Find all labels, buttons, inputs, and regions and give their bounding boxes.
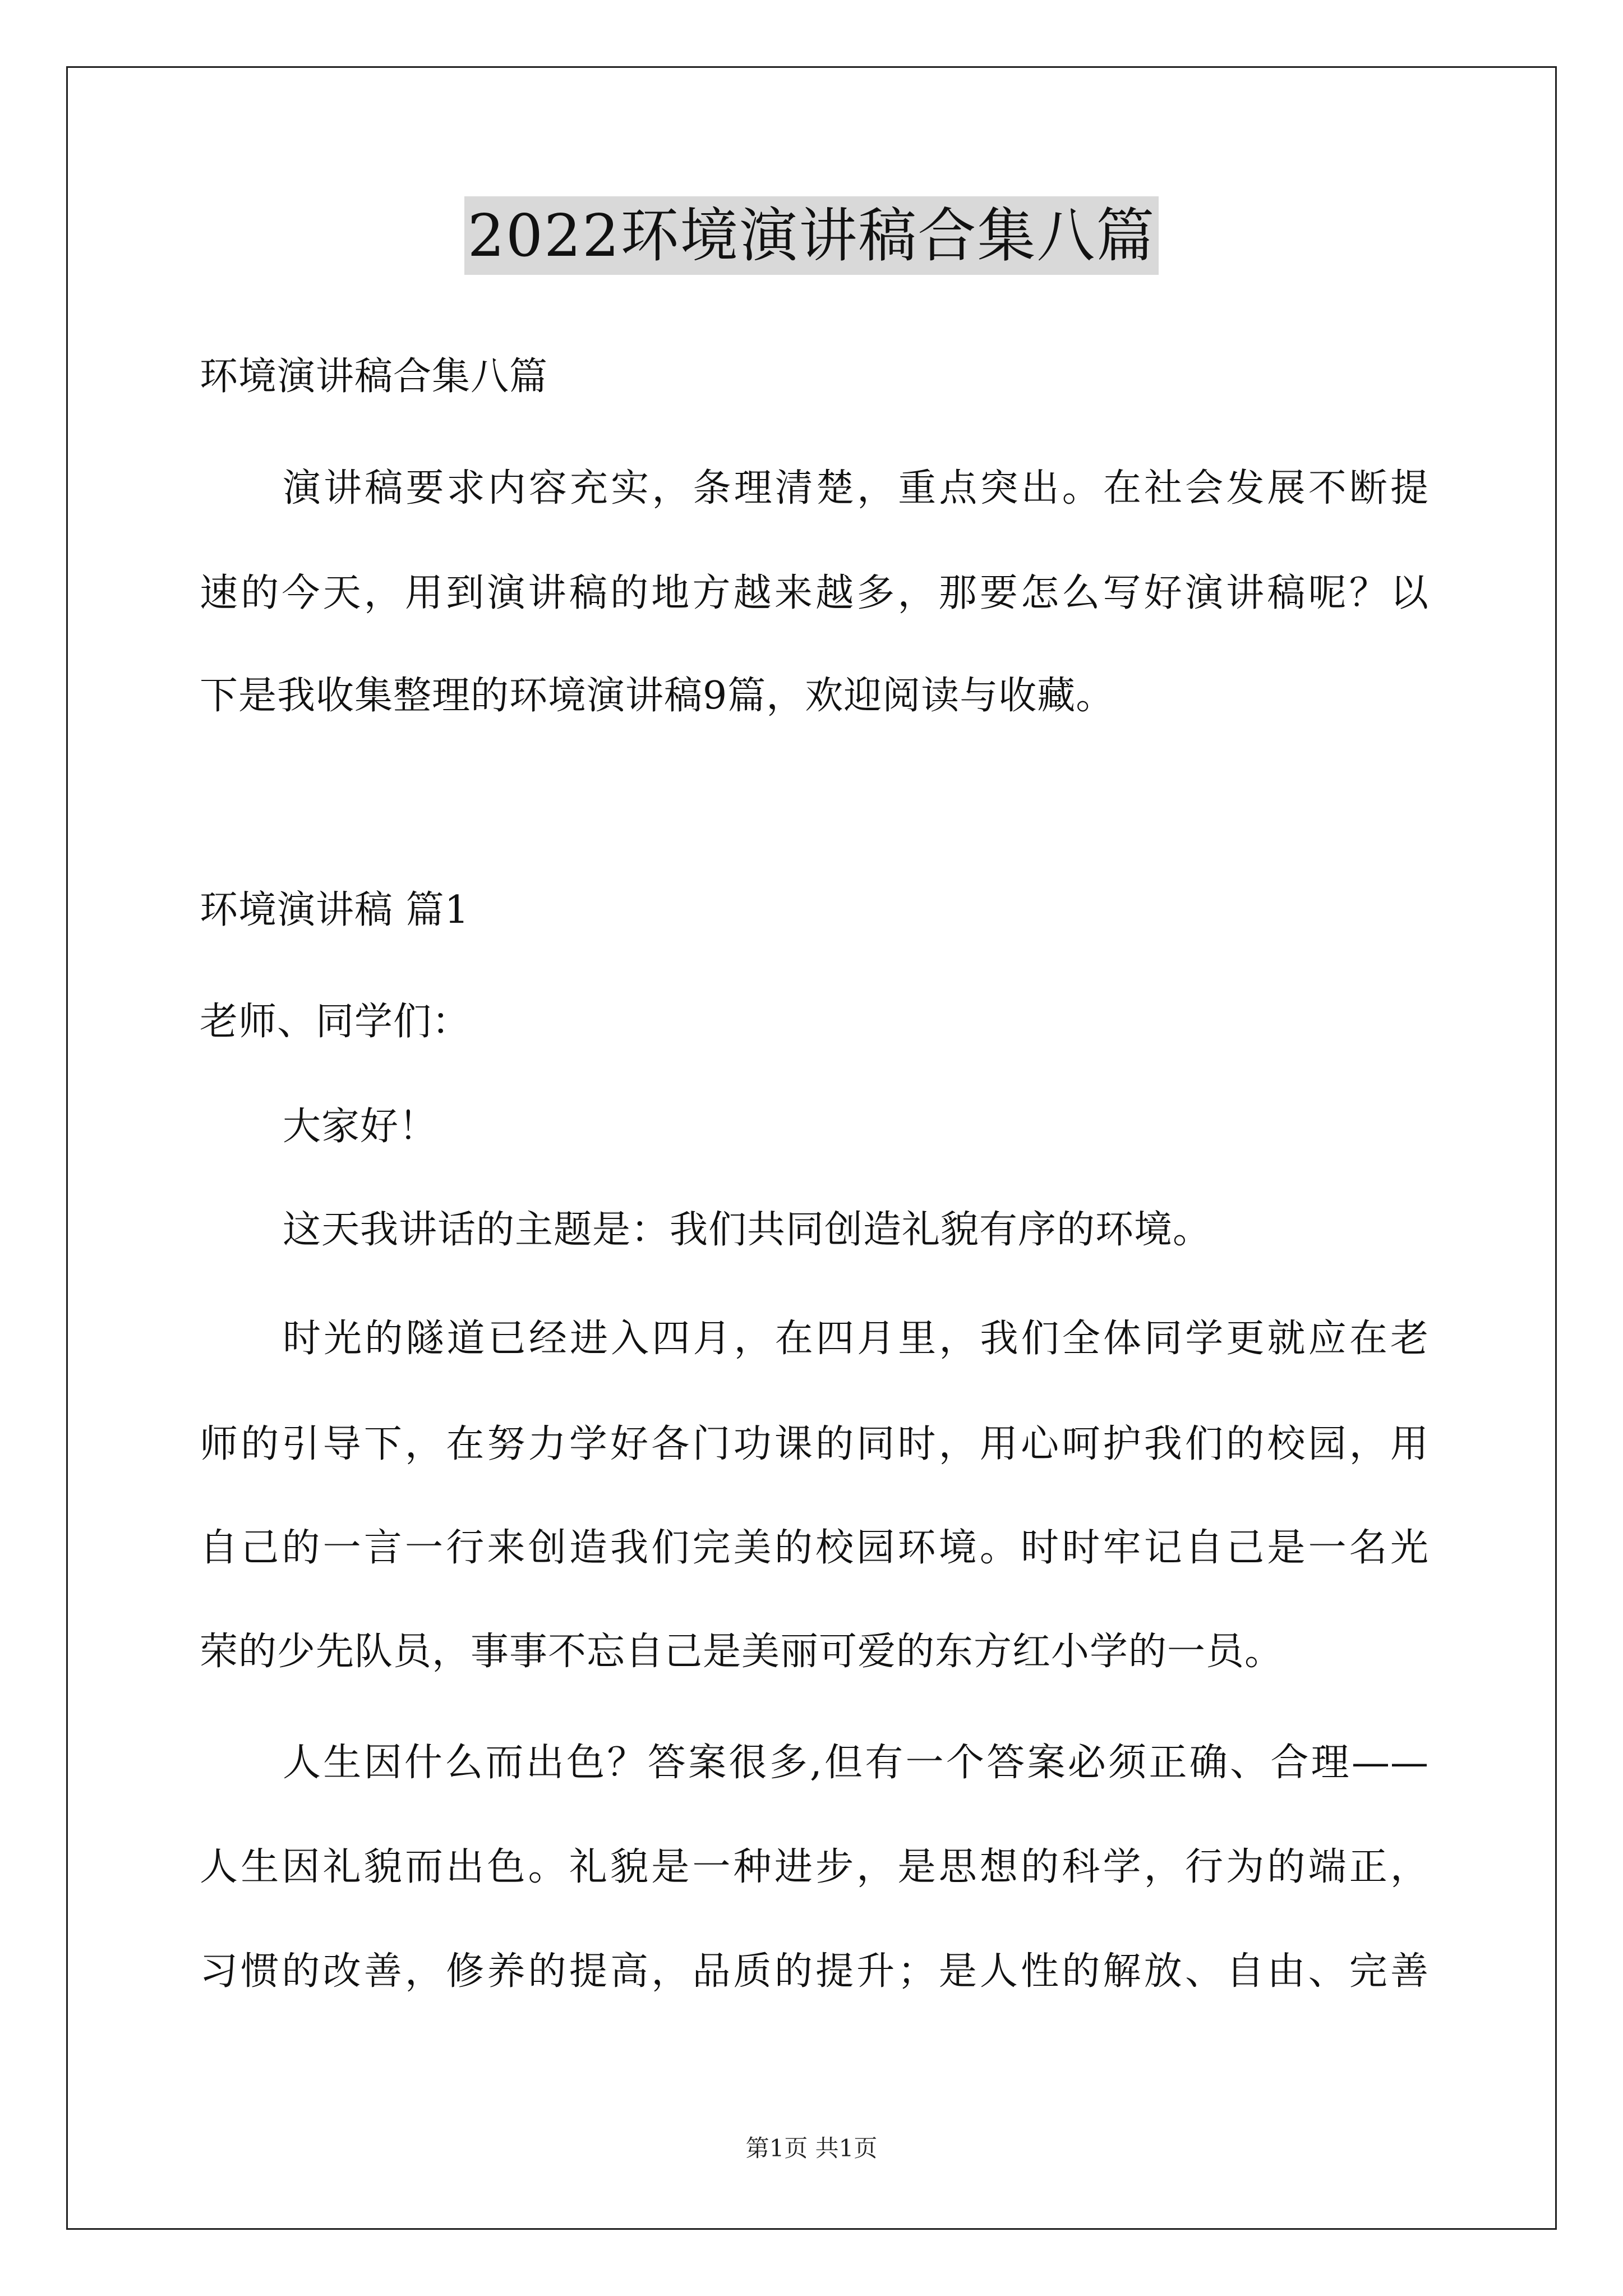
document-title: 2022环境演讲稿合集八篇 (464, 196, 1159, 275)
theme-line: 这天我讲话的主题是：我们共同创造礼貌有序的环境。 (283, 1208, 1212, 1252)
paragraph3-line-3: 习惯的改善，修养的提高，品质的提升；是人性的解放、自由、完善 (200, 1949, 1429, 1994)
greeting: 大家好！ (283, 1105, 438, 1149)
paragraph2-line-1: 时光的隧道已经进入四月，在四月里，我们全体同学更就应在老 (283, 1317, 1429, 1361)
paragraph2-line-2: 师的引导下，在努力学好各门功课的同时，用心呵护我们的校园，用 (200, 1422, 1429, 1466)
section-heading: 环境演讲稿 篇1 (200, 888, 469, 932)
paragraph3-line-1: 人生因什么而出色？答案很多,但有一个答案必须正确、合理—— (283, 1741, 1429, 1785)
salutation: 老师、同学们： (200, 1000, 471, 1044)
paragraph2-line-3: 自己的一言一行来创造我们完美的校园环境。时时牢记自己是一名光 (200, 1526, 1429, 1570)
page-footer: 第1页 共1页 (745, 2134, 878, 2162)
paragraph3-line-2: 人生因礼貌而出色。礼貌是一种进步，是思想的科学，行为的端正， (200, 1845, 1429, 1889)
intro-line-2: 速的今天，用到演讲稿的地方越来越多，那要怎么写好演讲稿呢？以 (200, 571, 1429, 615)
paragraph2-line-4: 荣的少先队员，事事不忘自己是美丽可爱的东方红小学的一员。 (200, 1630, 1284, 1674)
subtitle: 环境演讲稿合集八篇 (200, 355, 548, 399)
intro-line-1: 演讲稿要求内容充实，条理清楚，重点突出。在社会发展不断提 (283, 466, 1429, 510)
title-container (0, 196, 1623, 275)
intro-line-3: 下是我收集整理的环境演讲稿9篇，欢迎阅读与收藏。 (200, 674, 1115, 718)
